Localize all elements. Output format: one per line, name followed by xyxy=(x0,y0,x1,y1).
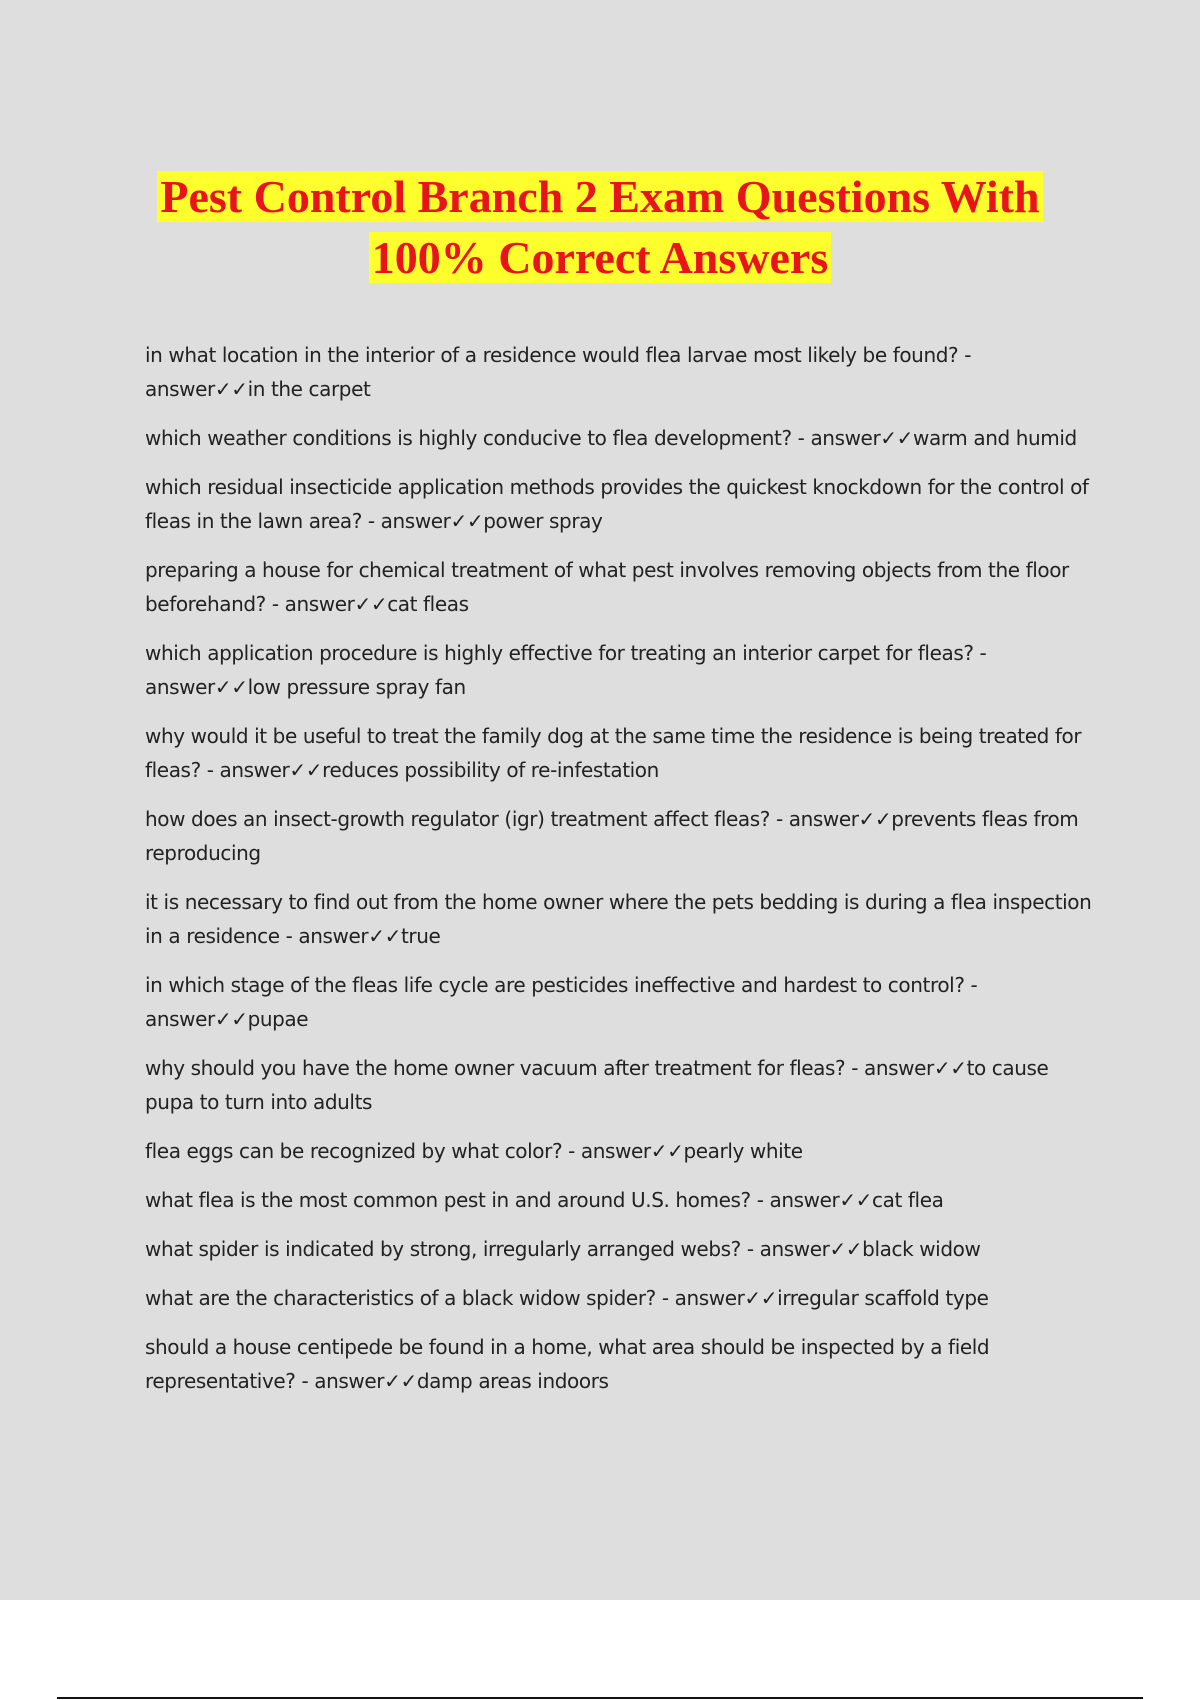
answer-marker: - answer✓✓ xyxy=(791,426,914,450)
question-text: what spider is indicated by strong, irregularly arranged webs? xyxy=(145,1237,741,1261)
question-text: which application procedure is highly effective for treating an interior carpet for fleas? xyxy=(145,641,974,665)
qa-item xyxy=(145,470,1095,538)
question-text: should a house centipede be found in a home, what area should be inspected by a field representative? xyxy=(145,1335,990,1393)
answer-text: in the carpet xyxy=(247,377,371,401)
answer-text: warm and humid xyxy=(913,426,1077,450)
footer-divider xyxy=(57,1697,1143,1699)
qa-item xyxy=(145,338,1095,406)
qa-item xyxy=(145,719,1095,787)
qa-item xyxy=(145,553,1095,621)
qa-item xyxy=(145,885,1095,953)
answer-marker: - answer✓✓ xyxy=(740,1237,863,1261)
answer-marker: - answer✓✓ xyxy=(279,924,401,948)
answer-text: cat flea xyxy=(872,1188,944,1212)
answer-marker: - answer✓✓ xyxy=(145,343,972,401)
question-text: why would it be useful to treat the family dog at the same time the residence is being treated for fleas? xyxy=(145,724,1082,782)
qa-item xyxy=(145,1051,1095,1119)
qa-item xyxy=(145,1183,1095,1217)
qa-item xyxy=(145,968,1095,1036)
question-text: flea eggs can be recognized by what color? xyxy=(145,1139,563,1163)
question-text: how does an insect-growth regulator (igr) treatment affect fleas? xyxy=(145,807,770,831)
question-text: what flea is the most common pest in and around U.S. homes? xyxy=(145,1188,751,1212)
answer-marker: - answer✓✓ xyxy=(145,973,978,1031)
question-answer-list xyxy=(145,338,1095,1413)
title-line-1: Pest Control Branch 2 Exam Questions With xyxy=(157,171,1042,222)
answer-text: black widow xyxy=(862,1237,981,1261)
question-text: in what location in the interior of a residence would flea larvae most likely be found? xyxy=(145,343,959,367)
qa-item xyxy=(145,421,1095,455)
answer-text: damp areas indoors xyxy=(416,1369,609,1393)
question-text: preparing a house for chemical treatment of what pest involves removing objects from the floor beforehand? xyxy=(145,558,1069,616)
question-text: what are the characteristics of a black widow spider? xyxy=(145,1286,656,1310)
answer-marker: - answer✓✓ xyxy=(655,1286,778,1310)
question-text: in which stage of the fleas life cycle are pesticides ineffective and hardest to control? xyxy=(145,973,965,997)
answer-marker: - answer✓✓ xyxy=(200,758,323,782)
title-line-2: 100% Correct Answers xyxy=(369,232,832,283)
answer-text: true xyxy=(400,924,441,948)
question-text: it is necessary to find out from the home owner where the pets bedding is during a flea inspection in a residence xyxy=(145,890,1092,948)
answer-marker: - answer✓✓ xyxy=(265,592,388,616)
qa-item xyxy=(145,1134,1095,1168)
answer-marker: - answer✓✓ xyxy=(562,1139,684,1163)
answer-marker: - answer✓✓ xyxy=(845,1056,967,1080)
answer-text: pearly white xyxy=(683,1139,803,1163)
qa-item xyxy=(145,1330,1095,1398)
answer-marker: - answer✓✓ xyxy=(145,641,987,699)
answer-text: prevents fleas from reproducing xyxy=(145,807,1079,865)
qa-item xyxy=(145,636,1095,704)
answer-text: low pressure spray fan xyxy=(247,675,466,699)
qa-item xyxy=(145,1232,1095,1266)
answer-marker: - answer✓✓ xyxy=(750,1188,873,1212)
answer-text: to cause pupa to turn into adults xyxy=(145,1056,1049,1114)
answer-text: power spray xyxy=(483,509,603,533)
question-text: why should you have the home owner vacuum after treatment for fleas? xyxy=(145,1056,846,1080)
document-title xyxy=(100,166,1100,288)
answer-text: irregular scaffold type xyxy=(777,1286,989,1310)
qa-item xyxy=(145,802,1095,870)
answer-text: cat fleas xyxy=(387,592,469,616)
question-text: which residual insecticide application methods provides the quickest knockdown for the control of fleas in the lawn area? xyxy=(145,475,1089,533)
answer-text: reduces possibility of re-infestation xyxy=(322,758,659,782)
answer-text: pupae xyxy=(247,1007,309,1031)
answer-marker: - answer✓✓ xyxy=(769,807,892,831)
question-text: which weather conditions is highly conducive to flea development? xyxy=(145,426,792,450)
qa-item xyxy=(145,1281,1095,1315)
answer-marker: - answer✓✓ xyxy=(295,1369,417,1393)
answer-marker: - answer✓✓ xyxy=(361,509,484,533)
